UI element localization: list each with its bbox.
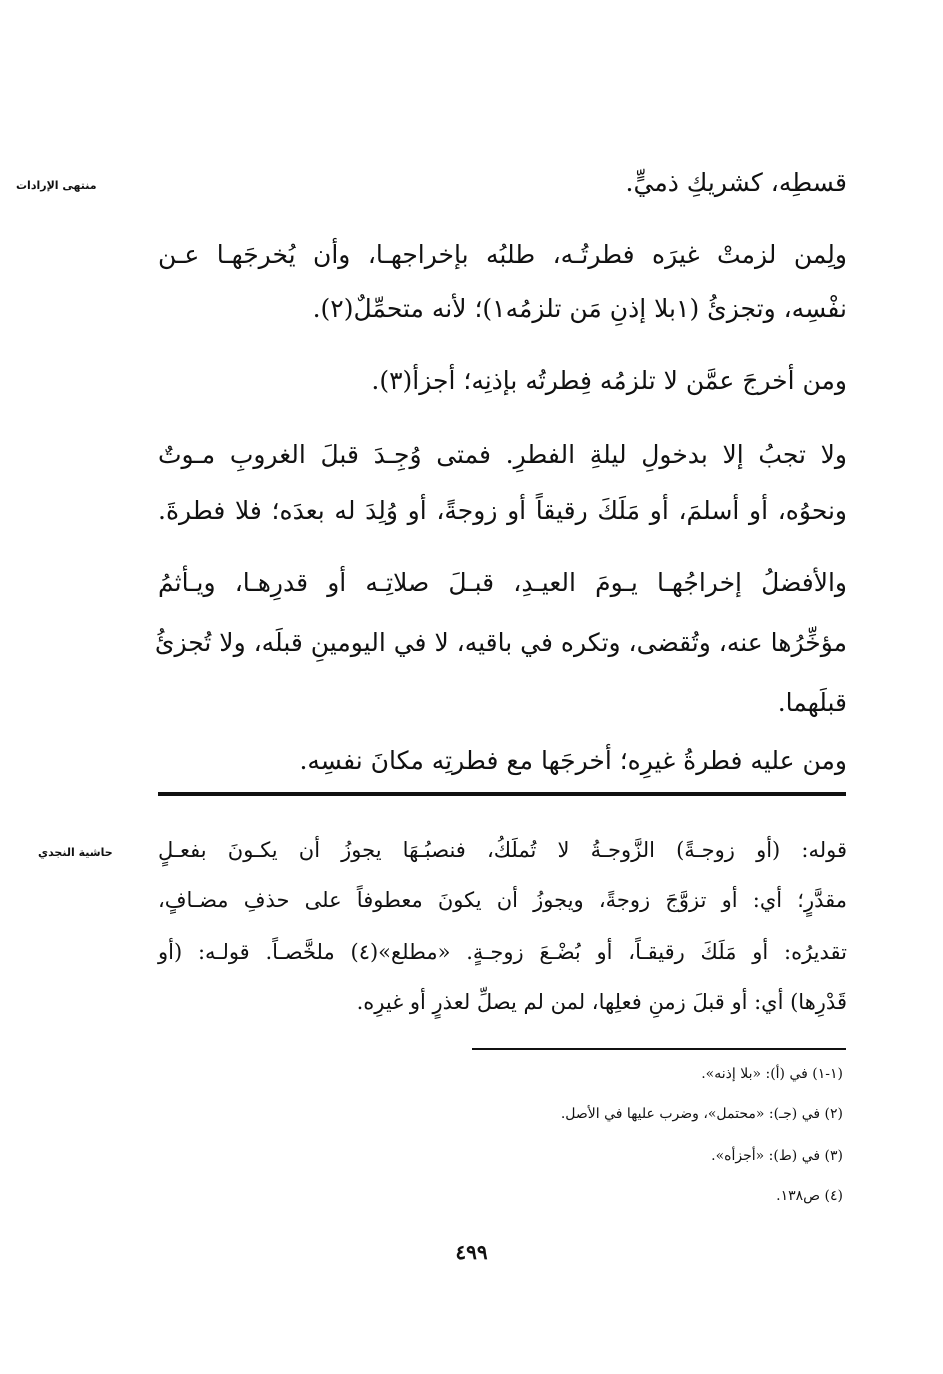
commentary-line: تقديرُه: أو مَلَكَ رقيقـاً، أو بُضْـعَ زوجـةٍ. «مطلع»(٤) ملخَّصـاً. قولـه: (أو [158, 940, 847, 964]
main-text-line: مؤخِّرُها عنه، وتُقضى، وتكره في باقيه، لا في اليومينِ قبلَه، ولا تُجزئُ [154, 628, 847, 657]
book-title-label: منتهى الإرادات [16, 179, 97, 192]
footnote-divider [472, 1048, 846, 1050]
footnote: (٤) ص١٣٨. [776, 1188, 843, 1204]
commentary-line: قوله: (أو زوجـةً) الزَّوجـةُ لا تُملَكُ، فنصبُـهَا يجوزُ أن يكـونَ بفعـلٍ [158, 838, 847, 862]
main-text-line: قبلَهما. [777, 688, 847, 717]
main-text-line: ومن عليه فطرةُ غيرِه؛ أخرجَها مع فطرتِه مكانَ نفسِه. [299, 746, 847, 775]
commentary-line: مقدَّرٍ؛ أي: أو تزوَّجَ زوجةً، ويجوزُ أن يكونَ معطوفاً على حذفِ مضـافٍ، [158, 888, 847, 912]
main-text-line: ولا تجبُ إلا بدخولِ ليلةِ الفطرِ. فمتى وُجِـدَ قبلَ الغروبِ مـوتٌ [158, 440, 847, 469]
page-number: ٤٩٩ [455, 1240, 488, 1264]
main-text-line: ونحوُه، أو أسلمَ، أو مَلَكَ رقيقاً أو زوجةً، أو وُلِدَ له بعدَه؛ فلا فطرةَ. [158, 496, 847, 525]
main-text-line: قسطِه، كشريكِ ذميٍّ. [625, 168, 847, 197]
footnote: (٣) في (ط): «أجزأه». [711, 1148, 843, 1164]
commentary-line: قَدْرِها) أي: أو قبلَ زمنِ فعلِها، لمن لم يصلِّ لعذرٍ أو غيرِه. [356, 990, 847, 1014]
main-text-line: ولِمن لزمتْ غيرَه فطرتُـه، طلبُه بإخراجهـا، وأن يُخرجَهـا عـن [158, 240, 847, 269]
footnote: (١-١) في (أ): «بلا إذنه». [701, 1066, 843, 1082]
main-text-line: ومن أخرجَ عمَّن لا تلزمُه فِطرتُه بإذنِه؛ أجزأ(٣). [371, 366, 847, 395]
commentary-title-label: حاشية النجدي [38, 846, 113, 859]
section-divider [158, 792, 846, 796]
main-text-line: نفْسِه، وتجزئُ (١بلا إذنِ مَن تلزمُه١)؛ لأنه متحمِّلٌ(٢). [312, 294, 847, 323]
footnote: (٢) في (جـ): «محتمل»، وضرب عليها في الأصل. [560, 1106, 843, 1122]
main-text-line: والأفضلُ إخراجُهـا يـومَ العيـدِ، قبـلَ صلاتِـه أو قدرِهـا، ويـأثمُ [158, 568, 847, 597]
